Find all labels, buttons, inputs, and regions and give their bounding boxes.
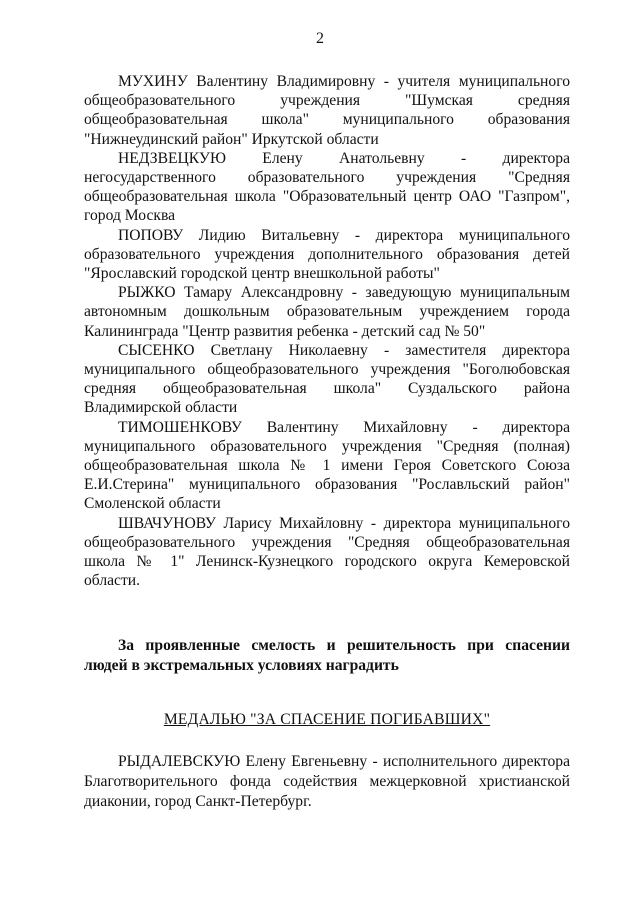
recipient-position: - директора негосударственного образовательного учреждения "Средняя общеобразовательная школа "Образовательный центр ОАО "Газпром", город Москва	[84, 149, 571, 225]
recipient-name: НЕДЗВЕЦКУЮ Елену Анатольевну	[118, 149, 425, 167]
award-entry	[84, 418, 570, 514]
award-entry	[84, 226, 570, 284]
award-entry	[84, 752, 570, 812]
award-entry	[84, 72, 570, 149]
recipient-position: - учителя муниципального общеобразовательного учреждения "Шумская средняя общеобразовательная школа" муниципального образования "Нижнеудинский район" Иркутской области	[84, 73, 570, 148]
recipient-position: - заместителя директора муниципального общеобразовательного учреждения "Боголюбовская средняя общеобразовательная школа" Суздальского района Владимирской области	[84, 341, 570, 417]
medal-title: МЕДАЛЬЮ "ЗА СПАСЕНИЕ ПОГИБАВШИХ"	[163, 711, 491, 729]
award-entry	[84, 514, 570, 591]
recipient-position: - заведующую муниципальным автономным дошкольным образовательным учреждением города Калининграда "Центр развития ребенка - детский сад № 50"	[84, 284, 570, 340]
decree-intro: За проявленные смелость и решительность при спасении людей в экстремальных условиях наградить	[84, 637, 570, 675]
recipient-name: ШВАЧУНОВУ Ларису Михайловну	[118, 514, 364, 532]
award-entry	[84, 283, 570, 341]
recipient-name: МУХИНУ Валентину Владимировну	[118, 73, 376, 90]
recipient-position: - директора муниципального образовательного учреждения "Средняя (полная) общеобразовательная школа № 1 имени Героя Советского Союза Е.И.Стерина" муниципального образования "Рославльский район" Смоленской области	[84, 418, 570, 513]
document-body	[84, 72, 570, 827]
recipient-name: СЫСЕНКО Светлану Николаевну	[118, 341, 368, 359]
recipient-position: - директора муниципального образовательного учреждения дополнительного образования детей "Ярославский городской центр внешкольной работы"	[84, 226, 571, 283]
recipient-name: ПОПОВУ Лидию Витальевну	[118, 226, 340, 244]
recipient-position: - исполнительного директора Благотворительного фонда содействия межцерковной христианской диаконии, город Санкт-Петербург.	[84, 752, 571, 810]
award-entry	[84, 149, 570, 226]
award-entry	[84, 341, 570, 418]
recipient-position: - директора муниципального общеобразовательного учреждения "Средняя общеобразовательная школа № 1" Ленинск-Кузнецкого городского округа Кемеровской области.	[84, 514, 570, 590]
page-number: 2	[316, 30, 324, 47]
recipient-name: РЫДАЛЕВСКУЮ Елену Евгеньевну	[118, 752, 368, 770]
recipient-name: ТИМОШЕНКОВУ Валентину Михайловну	[118, 418, 448, 436]
recipient-name: РЫЖКО Тамару Александровну	[118, 284, 344, 302]
